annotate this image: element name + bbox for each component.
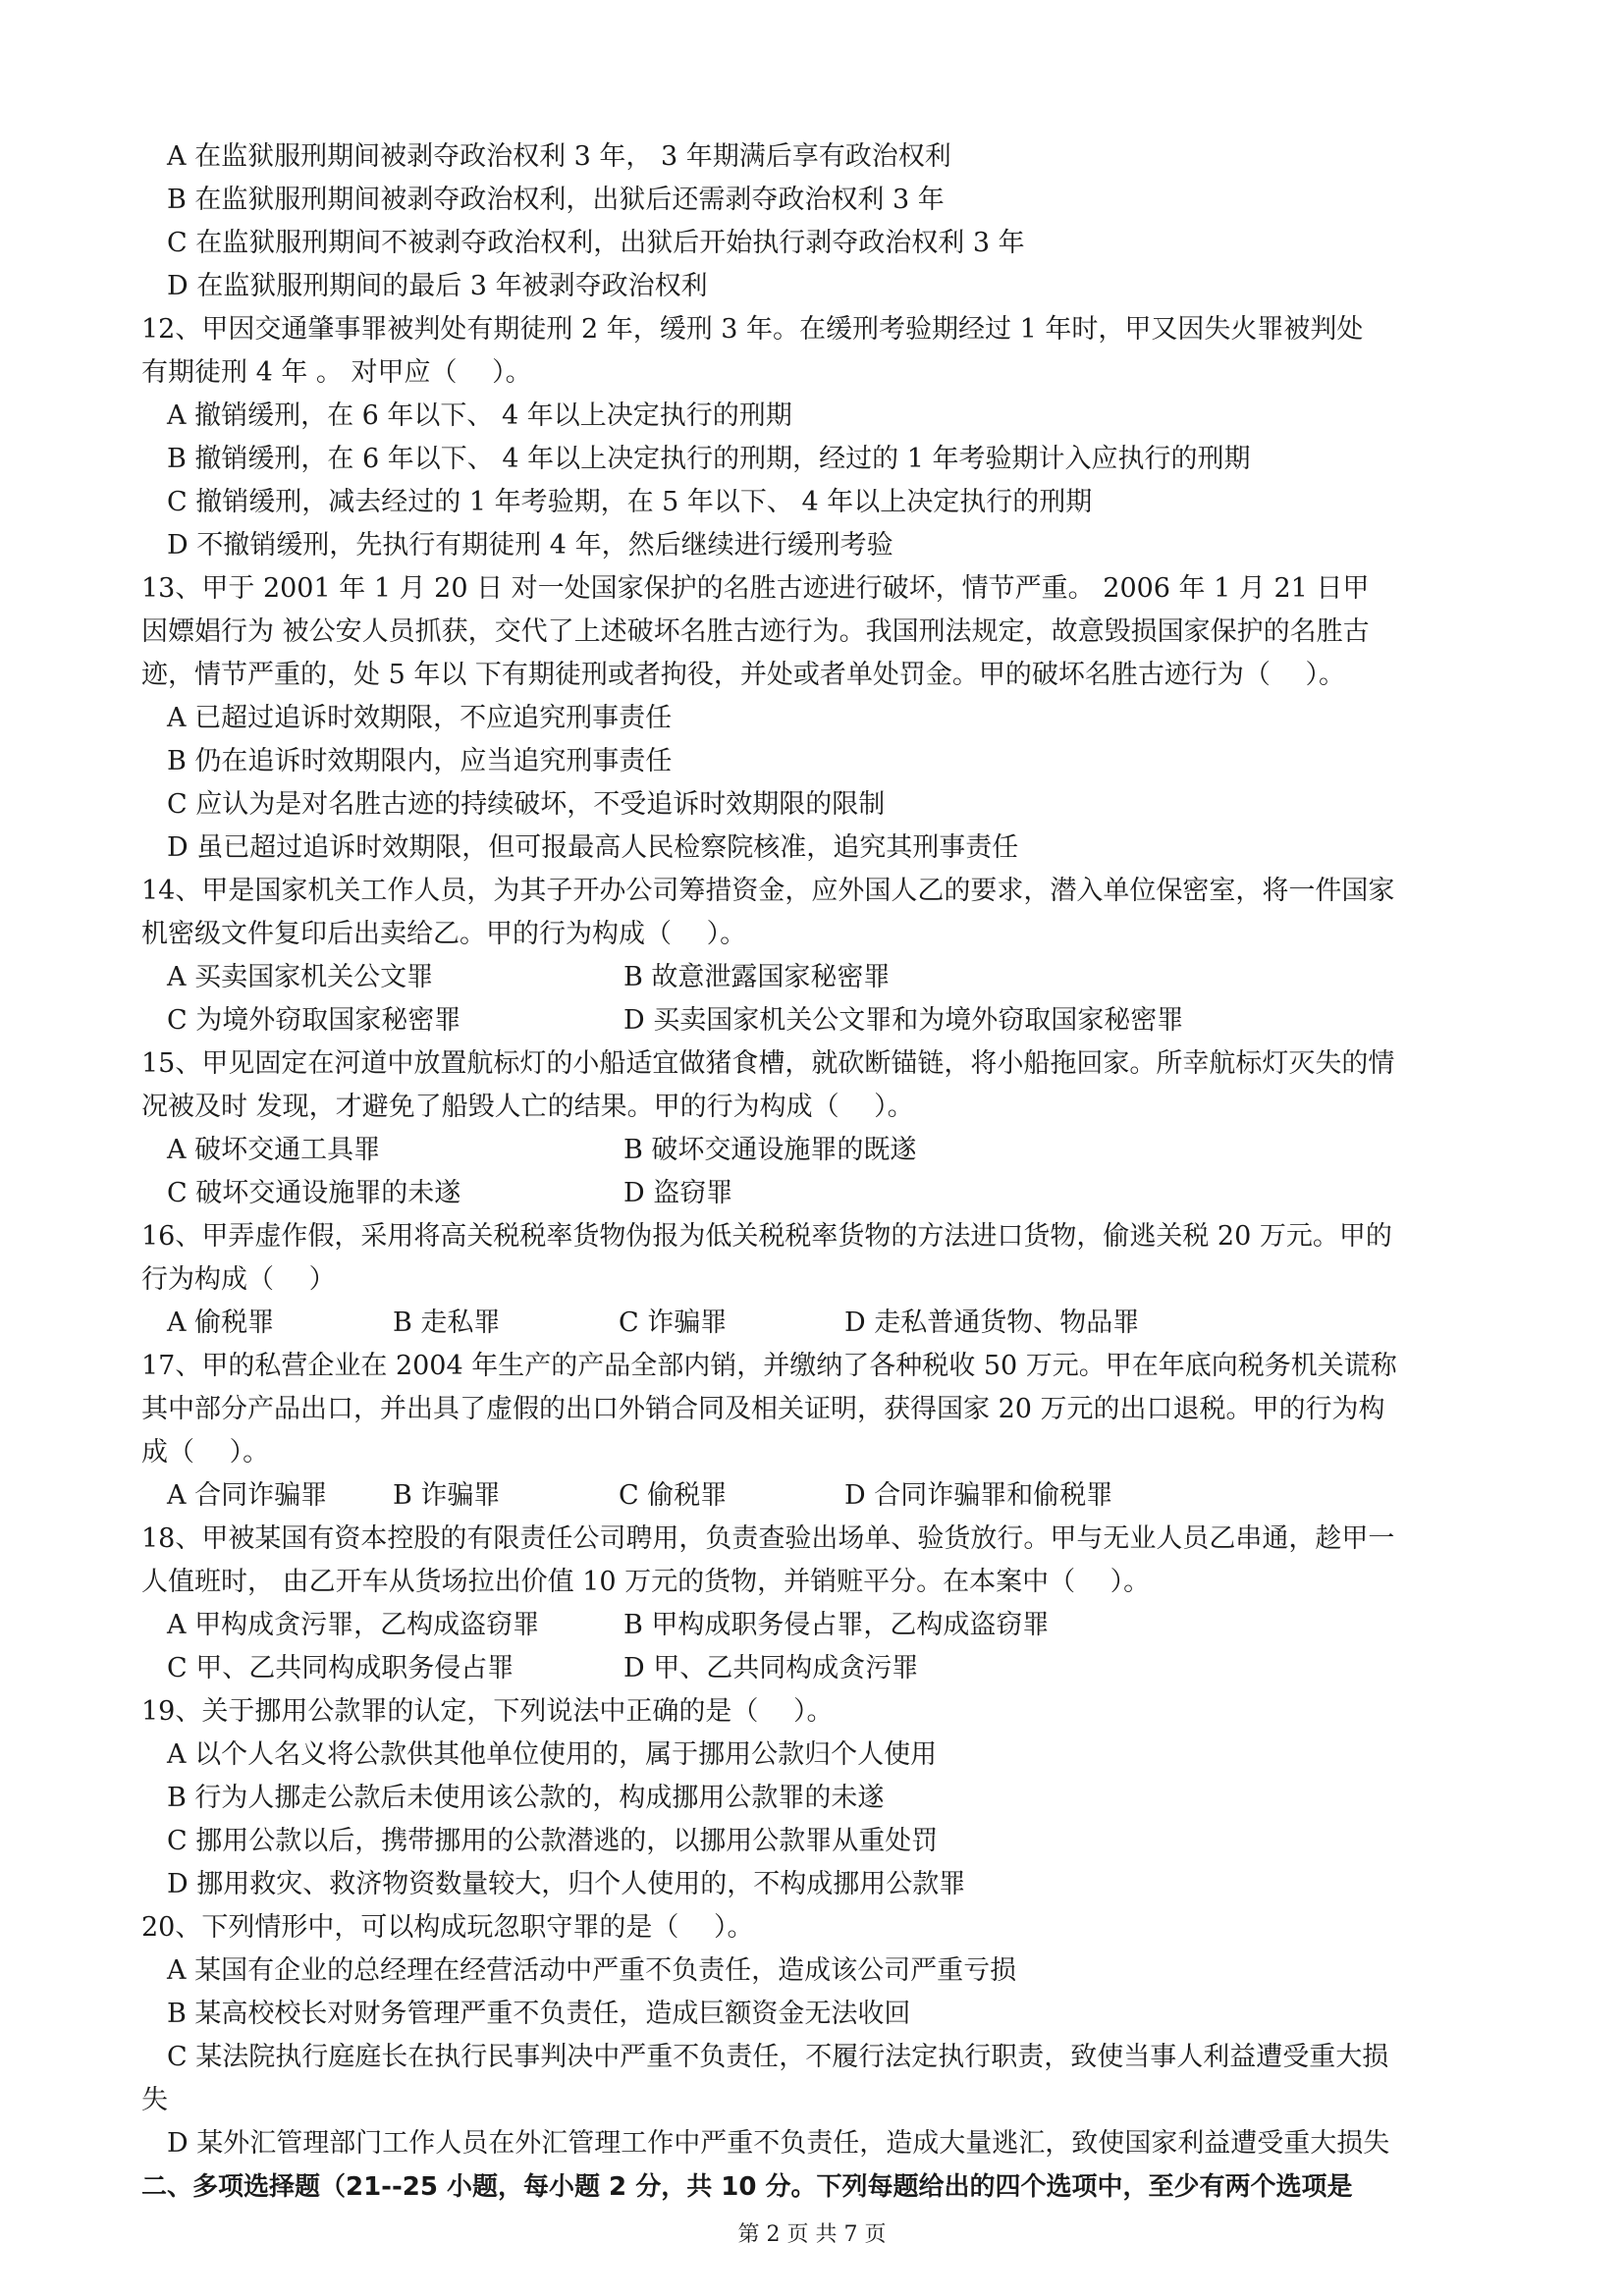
question-text-line: 其中部分产品出口，并出具了虚假的出口外销合同及相关证明，获得国家 20 万元的出口退税。甲的行为构 [141, 1394, 1385, 1424]
question-text-line: 迹，情节严重的，处 5 年以 下有期徒刑或者拘役，并处或者单处罚金。甲的破坏名胜古迹行为（ ）。 [141, 660, 1346, 690]
question-text-line: 行为构成（ ） [141, 1264, 336, 1295]
page-content [141, 135, 1496, 2209]
question-text-line: 人值班时， 由乙开车从货场拉出价值 10 万元的货物，并销赃平分。在本案中（ ）。 [141, 1567, 1151, 1597]
option-line: C 某法院执行庭庭长在执行民事判决中严重不负责任，不履行法定执行职责，致使当事人利益遭受重大损 [167, 2042, 1389, 2072]
option-line: A 以个人名义将公款供其他单位使用的，属于挪用公款归个人使用 [167, 1739, 938, 1770]
option-item: C 甲、乙共同构成职务侵占罪 [167, 1653, 514, 1683]
option-item: B 破坏交通设施罪的既遂 [623, 1135, 917, 1165]
option-item: B 甲构成职务侵占罪，乙构成盗窃罪 [623, 1610, 1050, 1640]
option-line: D 不撤销缓刑，先执行有期徒刑 4 年，然后继续进行缓刑考验 [167, 530, 893, 561]
option-line: D 某外汇管理部门工作人员在外汇管理工作中严重不负责任，造成大量逃汇，致使国家利益遭受重大损失 [167, 2128, 1390, 2159]
option-item: D 盗窃罪 [623, 1178, 733, 1208]
question-text-line: 失 [141, 2085, 168, 2115]
option-item: C 为境外窃取国家秘密罪 [167, 1005, 461, 1036]
option-line: C 应认为是对名胜古迹的持续破坏，不受追诉时效期限的限制 [167, 789, 886, 820]
option-item: B 走私罪 [393, 1308, 501, 1338]
option-item: A 偷税罪 [167, 1308, 275, 1338]
option-line: A 已超过追诉时效期限，不应追究刑事责任 [167, 703, 673, 733]
question-text-line: 16、甲弄虚作假，采用将高关税税率货物伪报为低关税税率货物的方法进口货物，偷逃关税 20 万元。甲的 [141, 1221, 1392, 1252]
option-line: B 在监狱服刑期间被剥夺政治权利，出狱后还需剥夺政治权利 3 年 [167, 185, 945, 215]
section-heading: 二、多项选择题（21--25 小题，每小题 2 分，共 10 分。下列每题给出的四个选项中，至少有两个选项是 [141, 2172, 1353, 2202]
option-row [141, 1647, 1496, 1690]
option-item: C 破坏交通设施罪的未遂 [167, 1178, 461, 1208]
option-row [141, 956, 1496, 999]
question-text-line: 13、甲于 2001 年 1 月 20 日 对一处国家保护的名胜古迹进行破坏，情节严重。 2006 年 1 月 21 日甲 [141, 573, 1370, 604]
option-line: B 仍在追诉时效期限内，应当追究刑事责任 [167, 746, 673, 776]
question-text-line: 因嫖娼行为 被公安人员抓获，交代了上述破坏名胜古迹行为。我国刑法规定，故意毁损国家保护的名胜古 [141, 616, 1370, 647]
option-row [141, 1604, 1496, 1647]
option-line: D 挪用救灾、救济物资数量较大，归个人使用的，不构成挪用公款罪 [167, 1869, 966, 1899]
option-line: C 挪用公款以后，携带挪用的公款潜逃的，以挪用公款罪从重处罚 [167, 1826, 939, 1856]
option-item: C 偷税罪 [619, 1480, 728, 1511]
question-text-line: 19、关于挪用公款罪的认定，下列说法中正确的是（ ）。 [141, 1696, 834, 1727]
page-footer: 第 2 页 共 7 页 [737, 2222, 887, 2247]
option-row [141, 1302, 1496, 1345]
option-line: B 撤销缓刑，在 6 年以下、 4 年以上决定执行的刑期，经过的 1 年考验期计入应执行的刑期 [167, 444, 1251, 474]
option-item: A 破坏交通工具罪 [167, 1135, 381, 1165]
option-line: C 在监狱服刑期间不被剥夺政治权利，出狱后开始执行剥夺政治权利 3 年 [167, 228, 1025, 258]
option-line: B 某高校校长对财务管理严重不负责任，造成巨额资金无法收回 [167, 1999, 911, 2029]
question-text-line: 机密级文件复印后出卖给乙。甲的行为构成（ ）。 [141, 919, 747, 949]
question-text-line: 20、下列情形中，可以构成玩忽职守罪的是（ ）。 [141, 1912, 754, 1943]
question-text-line: 况被及时 发现，才避免了船毁人亡的结果。甲的行为构成（ ）。 [141, 1092, 914, 1122]
option-line: C 撤销缓刑，减去经过的 1 年考验期，在 5 年以下、 4 年以上决定执行的刑期 [167, 487, 1093, 517]
question-text-line: 成（ ）。 [141, 1437, 270, 1468]
option-item: A 甲构成贪污罪，乙构成盗窃罪 [167, 1610, 540, 1640]
option-row [141, 1172, 1496, 1215]
option-line: D 在监狱服刑期间的最后 3 年被剥夺政治权利 [167, 271, 708, 301]
option-row [141, 1474, 1496, 1518]
question-text-line: 有期徒刑 4 年 。 对甲应（ ）。 [141, 357, 532, 388]
option-item: D 合同诈骗罪和偷税罪 [844, 1480, 1113, 1511]
question-text-line: 17、甲的私营企业在 2004 年生产的产品全部内销，并缴纳了各种税收 50 万元。甲在年底向税务机关谎称 [141, 1351, 1397, 1381]
option-item: D 买卖国家机关公文罪和为境外窃取国家秘密罪 [623, 1005, 1184, 1036]
question-text-line: 12、甲因交通肇事罪被判处有期徒刑 2 年，缓刑 3 年。在缓刑考验期经过 1 年时，甲又因失火罪被判处 [141, 314, 1364, 345]
option-line: A 在监狱服刑期间被剥夺政治权利 3 年， 3 年期满后享有政治权利 [167, 141, 951, 172]
option-item: D 走私普通货物、物品罪 [844, 1308, 1140, 1338]
option-line: A 某国有企业的总经理在经营活动中严重不负责任，造成该公司严重亏损 [167, 1955, 1017, 1986]
option-item: B 诈骗罪 [393, 1480, 501, 1511]
option-item: A 合同诈骗罪 [167, 1480, 328, 1511]
option-item: B 故意泄露国家秘密罪 [623, 962, 891, 992]
question-text-line: 15、甲见固定在河道中放置航标灯的小船适宜做猪食槽，就砍断锚链，将小船拖回家。所幸航标灯灭失的情 [141, 1048, 1395, 1079]
option-item: C 诈骗罪 [619, 1308, 728, 1338]
option-line: A 撤销缓刑，在 6 年以下、 4 年以上决定执行的刑期 [167, 400, 792, 431]
question-text-line: 14、甲是国家机关工作人员，为其子开办公司筹措资金，应外国人乙的要求，潜入单位保密室，将一件国家 [141, 876, 1395, 906]
option-item: D 甲、乙共同构成贪污罪 [623, 1653, 919, 1683]
option-row [141, 999, 1496, 1042]
option-line: B 行为人挪走公款后未使用该公款的，构成挪用公款罪的未遂 [167, 1783, 885, 1813]
option-line: D 虽已超过追诉时效期限，但可报最高人民检察院核准，追究其刑事责任 [167, 832, 1019, 863]
option-item: A 买卖国家机关公文罪 [167, 962, 434, 992]
question-text-line: 18、甲被某国有资本控股的有限责任公司聘用，负责查验出场单、验货放行。甲与无业人员乙串通，趁甲一 [141, 1523, 1395, 1554]
option-row [141, 1129, 1496, 1172]
